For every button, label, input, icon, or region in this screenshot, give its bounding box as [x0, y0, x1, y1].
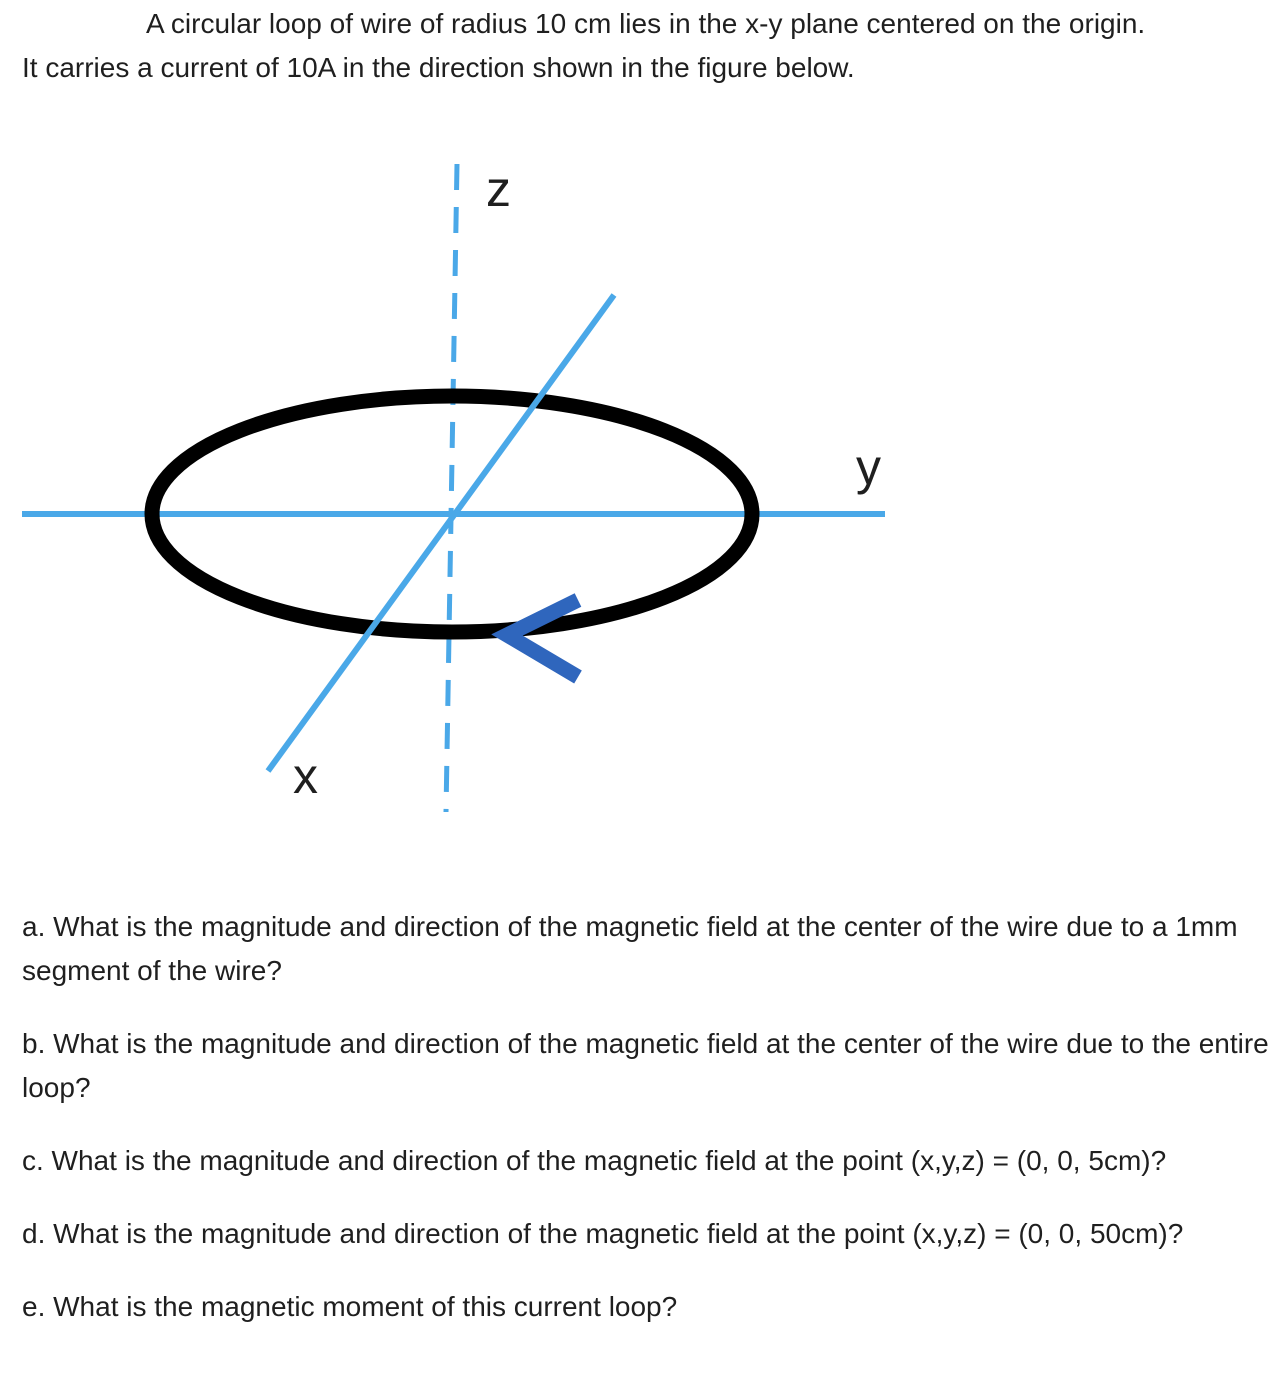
y-axis-label: y: [856, 439, 881, 495]
figure-svg: [0, 140, 1286, 840]
question-list: [22, 905, 1272, 1358]
question-e: e. What is the magnetic moment of this current loop?: [22, 1291, 678, 1322]
problem-intro: [22, 2, 1272, 90]
question-c: c. What is the magnitude and direction of the magnetic field at the point (x,y,z) = (0, 0, 5cm)?: [22, 1145, 1167, 1176]
question-a: a. What is the magnitude and direction of the magnetic field at the center of the wire due to a 1mm segment of the wire?: [22, 911, 1238, 986]
z-axis: [446, 164, 457, 812]
current-loop-figure: [0, 140, 1286, 840]
current-direction-arrow: [507, 600, 578, 677]
x-axis-label: x: [293, 748, 318, 804]
z-axis-label: z: [486, 161, 511, 217]
intro-line-1: A circular loop of wire of radius 10 cm lies in the x-y plane centered on the origin.: [146, 8, 1146, 39]
question-d: d. What is the magnitude and direction of the magnetic field at the point (x,y,z) = (0, 0, 50cm)?: [22, 1218, 1184, 1249]
x-axis: [268, 295, 614, 771]
intro-line-2: It carries a current of 10A in the direction shown in the figure below.: [22, 52, 855, 83]
question-b: b. What is the magnitude and direction of the magnetic field at the center of the wire due to the entire loop?: [22, 1028, 1269, 1103]
